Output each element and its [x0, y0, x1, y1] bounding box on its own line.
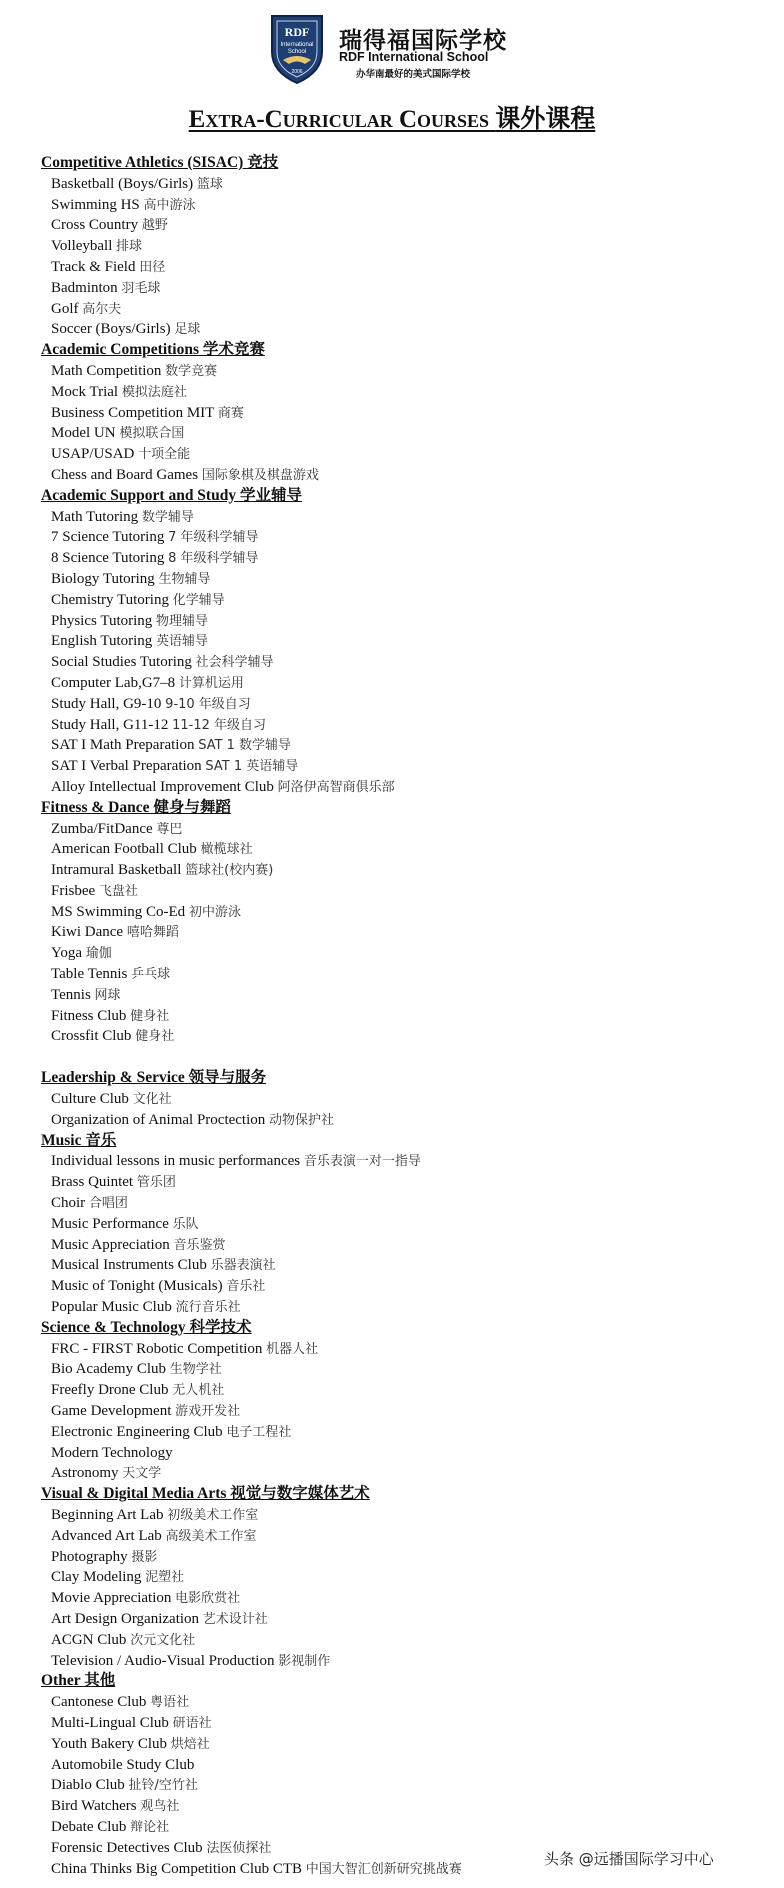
course-name-chinese: 音乐社 [226, 1279, 266, 1295]
course-name-chinese: 数学辅导 [141, 509, 194, 525]
course-name-chinese: 天文学 [122, 1466, 162, 1482]
course-name-english: Organization of Animal Proctection [51, 1111, 266, 1128]
course-item [41, 1713, 771, 1734]
course-name-english: Multi-Lingual Club [51, 1714, 169, 1731]
course-name-english: Basketball (Boys/Girls) [51, 175, 194, 192]
course-name-chinese: 物理辅导 [156, 613, 209, 629]
course-name-chinese: 初中游泳 [188, 904, 241, 920]
course-name-chinese: 无人机社 [172, 1383, 225, 1399]
course-name-chinese: 次元文化社 [130, 1632, 196, 1648]
course-name-english: Study Hall, G11-12 [51, 716, 169, 733]
course-name-english: Computer Lab,G7–8 [51, 674, 176, 691]
course-item [41, 569, 771, 590]
course-item [41, 423, 771, 444]
course-name-english: Bio Academy Club [51, 1361, 166, 1378]
course-name-english: SAT I Verbal Preparation [51, 758, 202, 775]
course-name-chinese: 数学竞赛 [165, 363, 218, 379]
course-name-english: Table Tennis [51, 966, 128, 983]
course-item [41, 819, 771, 840]
course-name-chinese: SAT 1 英语辅导 [205, 759, 299, 775]
course-name-english: Culture Club [51, 1091, 129, 1108]
course-name-chinese: 健身社 [135, 1029, 175, 1045]
course-item [41, 1609, 771, 1630]
course-name-chinese: 飞盘社 [98, 883, 138, 899]
page-title-chinese: 课外课程 [495, 106, 596, 133]
course-name-english: Popular Music Club [51, 1299, 172, 1316]
course-item [41, 611, 771, 632]
course-item [41, 756, 771, 777]
school-name-chinese: 瑞得福国际学校 [339, 28, 507, 54]
svg-text:2006: 2006 [291, 69, 303, 75]
course-name-chinese: 电影欣赏社 [175, 1591, 241, 1607]
category-heading: Leadership & Service 领导与服务 [41, 1069, 267, 1087]
course-name-english: Movie Appreciation [51, 1590, 172, 1607]
course-item [41, 1651, 771, 1672]
course-name-english: Game Development [51, 1403, 172, 1420]
course-name-english: Debate Club [51, 1818, 127, 1835]
course-name-chinese: 足球 [174, 322, 201, 338]
course-name-chinese: 文化社 [132, 1092, 172, 1108]
course-item [41, 1692, 771, 1713]
course-item [41, 299, 771, 320]
course-name-chinese: 乐器表演社 [210, 1258, 276, 1274]
course-name-english: SAT I Math Preparation [51, 737, 195, 754]
course-item [41, 507, 771, 528]
course-item [41, 1339, 771, 1360]
course-name-english: Television / Audio-Visual Production [51, 1652, 275, 1669]
course-name-chinese: 国际象棋及棋盘游戏 [201, 467, 319, 483]
course-item [41, 1172, 771, 1193]
course-name-chinese: 瑜伽 [85, 946, 112, 962]
category-heading: Fitness & Dance 健身与舞蹈 [41, 798, 231, 816]
course-name-english: Fitness Club [51, 1007, 127, 1024]
course-name-english: Brass Quintet [51, 1174, 134, 1191]
course-name-english: 7 Science Tutoring [51, 529, 165, 546]
course-item [41, 1276, 771, 1297]
course-item [41, 465, 771, 486]
course-name-english: Beginning Art Lab [51, 1507, 164, 1523]
course-name-english: Cross Country [51, 217, 139, 234]
course-name-english: Advanced Art Lab [51, 1527, 162, 1544]
course-name-chinese: 网球 [94, 987, 121, 1003]
course-name-english: Kiwi Dance [51, 924, 124, 941]
course-name-english: Study Hall, G9-10 [51, 695, 162, 712]
course-name-english: Soccer (Boys/Girls) [51, 321, 171, 338]
course-name-chinese: 高中游泳 [143, 197, 196, 213]
svg-text:School: School [287, 49, 307, 55]
course-name-english: Automobile Study Club [51, 1756, 195, 1773]
course-name-english: Alloy Intellectual Improvement Club [51, 778, 274, 795]
course-item [41, 1380, 771, 1401]
course-item [41, 174, 771, 195]
category-heading: Other 其他 [41, 1672, 116, 1690]
course-item [41, 1463, 771, 1484]
course-name-chinese: 排球 [116, 239, 143, 255]
course-name-english: Track & Field [51, 258, 136, 275]
course-name-english: MS Swimming Co-Ed [51, 903, 186, 920]
course-name-chinese: 合唱团 [88, 1196, 128, 1212]
course-name-chinese: 泥塑社 [145, 1570, 185, 1586]
course-name-english: Art Design Organization [51, 1610, 200, 1627]
course-name-english: FRC - FIRST Robotic Competition [51, 1340, 263, 1357]
course-item [41, 673, 771, 694]
course-item [41, 1775, 771, 1796]
course-name-english: Cantonese Club [51, 1694, 147, 1711]
course-item [41, 1443, 771, 1464]
course-name-english: Swimming HS [51, 196, 140, 213]
course-name-chinese: 高级美术工作室 [165, 1528, 257, 1544]
course-item [41, 1359, 771, 1380]
course-name-english: Diablo Club [51, 1777, 125, 1794]
course-name-english: 8 Science Tutoring [51, 550, 165, 567]
course-item [41, 1297, 771, 1318]
course-name-chinese: 乒乓球 [131, 967, 171, 983]
course-name-english: Electronic Engineering Club [51, 1423, 223, 1440]
course-item [41, 694, 771, 715]
course-name-chinese: 音乐鉴赏 [173, 1237, 226, 1253]
course-name-chinese: 社会科学辅导 [195, 655, 274, 671]
course-item [41, 1796, 771, 1817]
course-name-chinese: 电子工程社 [226, 1424, 292, 1440]
course-item [41, 1110, 771, 1131]
school-tagline: 办华南最好的美式国际学校 [356, 69, 471, 80]
course-name-english: Bird Watchers [51, 1798, 137, 1815]
course-name-chinese: 生物辅导 [158, 571, 211, 587]
course-name-english: Volleyball [51, 238, 113, 255]
category-heading: Visual & Digital Media Arts 视觉与数字媒体艺术 [41, 1485, 370, 1503]
school-header [0, 0, 784, 100]
category-heading: Academic Competitions 学术竞赛 [41, 341, 265, 359]
course-name-chinese: 生物学社 [169, 1362, 222, 1378]
course-name-english: Badminton [51, 279, 118, 296]
course-item [41, 590, 771, 611]
page-title [0, 99, 784, 135]
course-item [41, 652, 771, 673]
course-item [41, 403, 771, 424]
course-name-english: Freefly Drone Club [51, 1382, 169, 1399]
course-name-english: ACGN Club [51, 1631, 127, 1648]
category-heading: Academic Support and Study 学业辅导 [41, 486, 302, 504]
course-name-chinese: 化学辅导 [172, 592, 225, 608]
page-title-english: Extra-Curricular Courses [188, 106, 490, 133]
course-name-chinese: 艺术设计社 [202, 1611, 268, 1627]
course-name-english: Clay Modeling [51, 1569, 142, 1586]
course-name-chinese: 流行音乐社 [175, 1300, 241, 1316]
course-name-english: Yoga [51, 945, 82, 962]
course-name-english: Math Competition [51, 362, 162, 379]
course-item [41, 1505, 771, 1526]
course-name-english: Musical Instruments Club [51, 1257, 207, 1274]
course-name-chinese: 法医侦探社 [206, 1840, 272, 1856]
course-item [41, 361, 771, 382]
course-name-chinese: 影视制作 [278, 1653, 331, 1669]
course-item [41, 1588, 771, 1609]
course-name-english: American Football Club [51, 841, 197, 858]
course-item [41, 1235, 771, 1256]
course-item [41, 1193, 771, 1214]
course-name-chinese: 动物保护社 [269, 1112, 335, 1128]
course-name-english: Biology Tutoring [51, 570, 155, 587]
course-name-english: Music Performance [51, 1215, 169, 1232]
course-item [41, 444, 771, 465]
course-item [41, 1089, 771, 1110]
course-name-english: Modern Technology [51, 1444, 173, 1461]
course-name-english: Chess and Board Games [51, 466, 199, 483]
course-item [41, 1567, 771, 1588]
course-name-english: Crossfit Club [51, 1028, 132, 1045]
course-item [41, 1817, 771, 1838]
course-name-chinese: 11-12 年级自习 [172, 717, 267, 733]
source-watermark: 头条 @远播国际学习中心 [544, 1850, 714, 1868]
course-name-chinese: 模拟法庭社 [121, 384, 187, 400]
course-item [41, 1547, 771, 1568]
course-name-chinese: 篮球社(校内赛) [185, 863, 274, 879]
course-name-english: Physics Tutoring [51, 612, 153, 629]
course-item [41, 715, 771, 736]
category-heading: Science & Technology 科学技术 [41, 1318, 252, 1336]
course-name-chinese: 乐队 [172, 1216, 199, 1232]
course-name-english: English Tutoring [51, 633, 153, 650]
course-item [41, 257, 771, 278]
course-name-chinese: 越野 [141, 218, 168, 234]
course-item [41, 548, 771, 569]
course-item [41, 922, 771, 943]
course-item [41, 860, 771, 881]
course-name-english: Math Tutoring [51, 508, 139, 525]
course-name-english: Photography [51, 1548, 128, 1565]
course-item [41, 527, 771, 548]
course-list [41, 153, 771, 1879]
course-item [41, 1214, 771, 1235]
course-item [41, 1255, 771, 1276]
course-item [41, 631, 771, 652]
course-name-chinese: 管乐团 [136, 1175, 176, 1191]
course-name-chinese: 游戏开发社 [175, 1404, 241, 1420]
section-spacer [41, 1047, 771, 1068]
course-name-chinese: 辩论社 [130, 1819, 170, 1835]
course-name-chinese: 烘焙社 [170, 1736, 210, 1752]
course-item [41, 1006, 771, 1027]
course-name-chinese: 尊巴 [156, 821, 183, 837]
course-item [41, 735, 771, 756]
course-name-english: Chemistry Tutoring [51, 591, 169, 608]
course-name-chinese: 商赛 [217, 405, 244, 421]
course-name-chinese: 扯铃/空竹社 [128, 1778, 198, 1794]
course-name-chinese: 高尔夫 [82, 301, 122, 317]
course-name-chinese: 观鸟社 [140, 1799, 180, 1815]
svg-text:International: International [280, 42, 314, 48]
course-item [41, 1526, 771, 1547]
course-item [41, 278, 771, 299]
course-item [41, 1401, 771, 1422]
category-heading: Music 音乐 [41, 1131, 117, 1149]
course-name-chinese: 7 年级科学辅导 [168, 530, 259, 546]
course-item [41, 1151, 771, 1172]
course-name-chinese: 阿洛伊高智商俱乐部 [277, 779, 395, 795]
course-item [41, 943, 771, 964]
course-name-chinese: 粤语社 [150, 1695, 190, 1711]
svg-text:RDF: RDF [284, 25, 310, 39]
course-name-english: Zumba/FitDance [51, 820, 153, 837]
course-item [41, 215, 771, 236]
course-name-chinese: 田径 [139, 259, 166, 275]
course-name-chinese: 机器人社 [266, 1341, 319, 1357]
course-name-english: Tennis [51, 986, 91, 1003]
school-name-english: RDF International School [339, 50, 489, 64]
course-item [41, 382, 771, 403]
course-name-english: China Thinks Big Competition Club CTB [51, 1860, 302, 1877]
course-name-chinese: 计算机运用 [178, 675, 244, 691]
course-name-chinese: 十项全能 [138, 447, 191, 463]
course-name-chinese: SAT 1 数学辅导 [198, 738, 292, 754]
course-name-chinese: 音乐表演一对一指导 [303, 1154, 421, 1170]
course-name-english: Music Appreciation [51, 1236, 170, 1253]
course-name-chinese: 中国大智汇创新研究挑战赛 [305, 1861, 462, 1877]
course-item [41, 964, 771, 985]
course-name-chinese: 初级美术工作室 [167, 1508, 259, 1523]
course-name-english: Frisbee [51, 882, 96, 899]
course-name-english: Music of Tonight (Musicals) [51, 1278, 223, 1295]
course-name-chinese: 模拟联合国 [119, 426, 185, 442]
course-item [41, 319, 771, 340]
course-name-chinese: 篮球 [196, 176, 223, 192]
course-item [41, 777, 771, 798]
course-item [41, 1026, 771, 1047]
course-name-chinese: 健身社 [130, 1008, 170, 1024]
school-crest-logo [268, 12, 326, 86]
course-name-chinese: 英语辅导 [156, 634, 209, 650]
course-item [41, 1422, 771, 1443]
course-name-chinese: 8 年级科学辅导 [168, 551, 259, 567]
course-name-english: Model UN [51, 425, 116, 442]
course-name-chinese: 9-10 年级自习 [165, 696, 251, 712]
course-name-english: Mock Trial [51, 383, 119, 400]
course-item [41, 1755, 771, 1776]
course-name-chinese: 嘻哈舞蹈 [126, 925, 179, 941]
course-name-english: Choir [51, 1195, 86, 1212]
course-item [41, 195, 771, 216]
course-name-english: USAP/USAD [51, 446, 135, 463]
course-name-english: Social Studies Tutoring [51, 654, 192, 671]
course-name-english: Individual lessons in music performances [51, 1153, 301, 1170]
course-item [41, 881, 771, 902]
course-item [41, 839, 771, 860]
course-name-english: Astronomy [51, 1465, 119, 1482]
course-name-english: Forensic Detectives Club [51, 1839, 203, 1856]
course-item [41, 1630, 771, 1651]
course-item [41, 236, 771, 257]
course-name-english: Business Competition MIT [51, 404, 215, 421]
course-name-english: Golf [51, 300, 79, 317]
course-item [41, 1734, 771, 1755]
course-name-chinese: 羽毛球 [121, 280, 161, 296]
course-name-chinese: 橄榄球社 [200, 842, 253, 858]
course-name-chinese: 研语社 [172, 1715, 212, 1731]
course-name-chinese: 摄影 [131, 1549, 158, 1565]
course-name-english: Youth Bakery Club [51, 1735, 167, 1752]
course-item [41, 902, 771, 923]
course-item [41, 985, 771, 1006]
category-heading: Competitive Athletics (SISAC) 竞技 [41, 154, 279, 171]
course-name-english: Intramural Basketball [51, 862, 182, 879]
